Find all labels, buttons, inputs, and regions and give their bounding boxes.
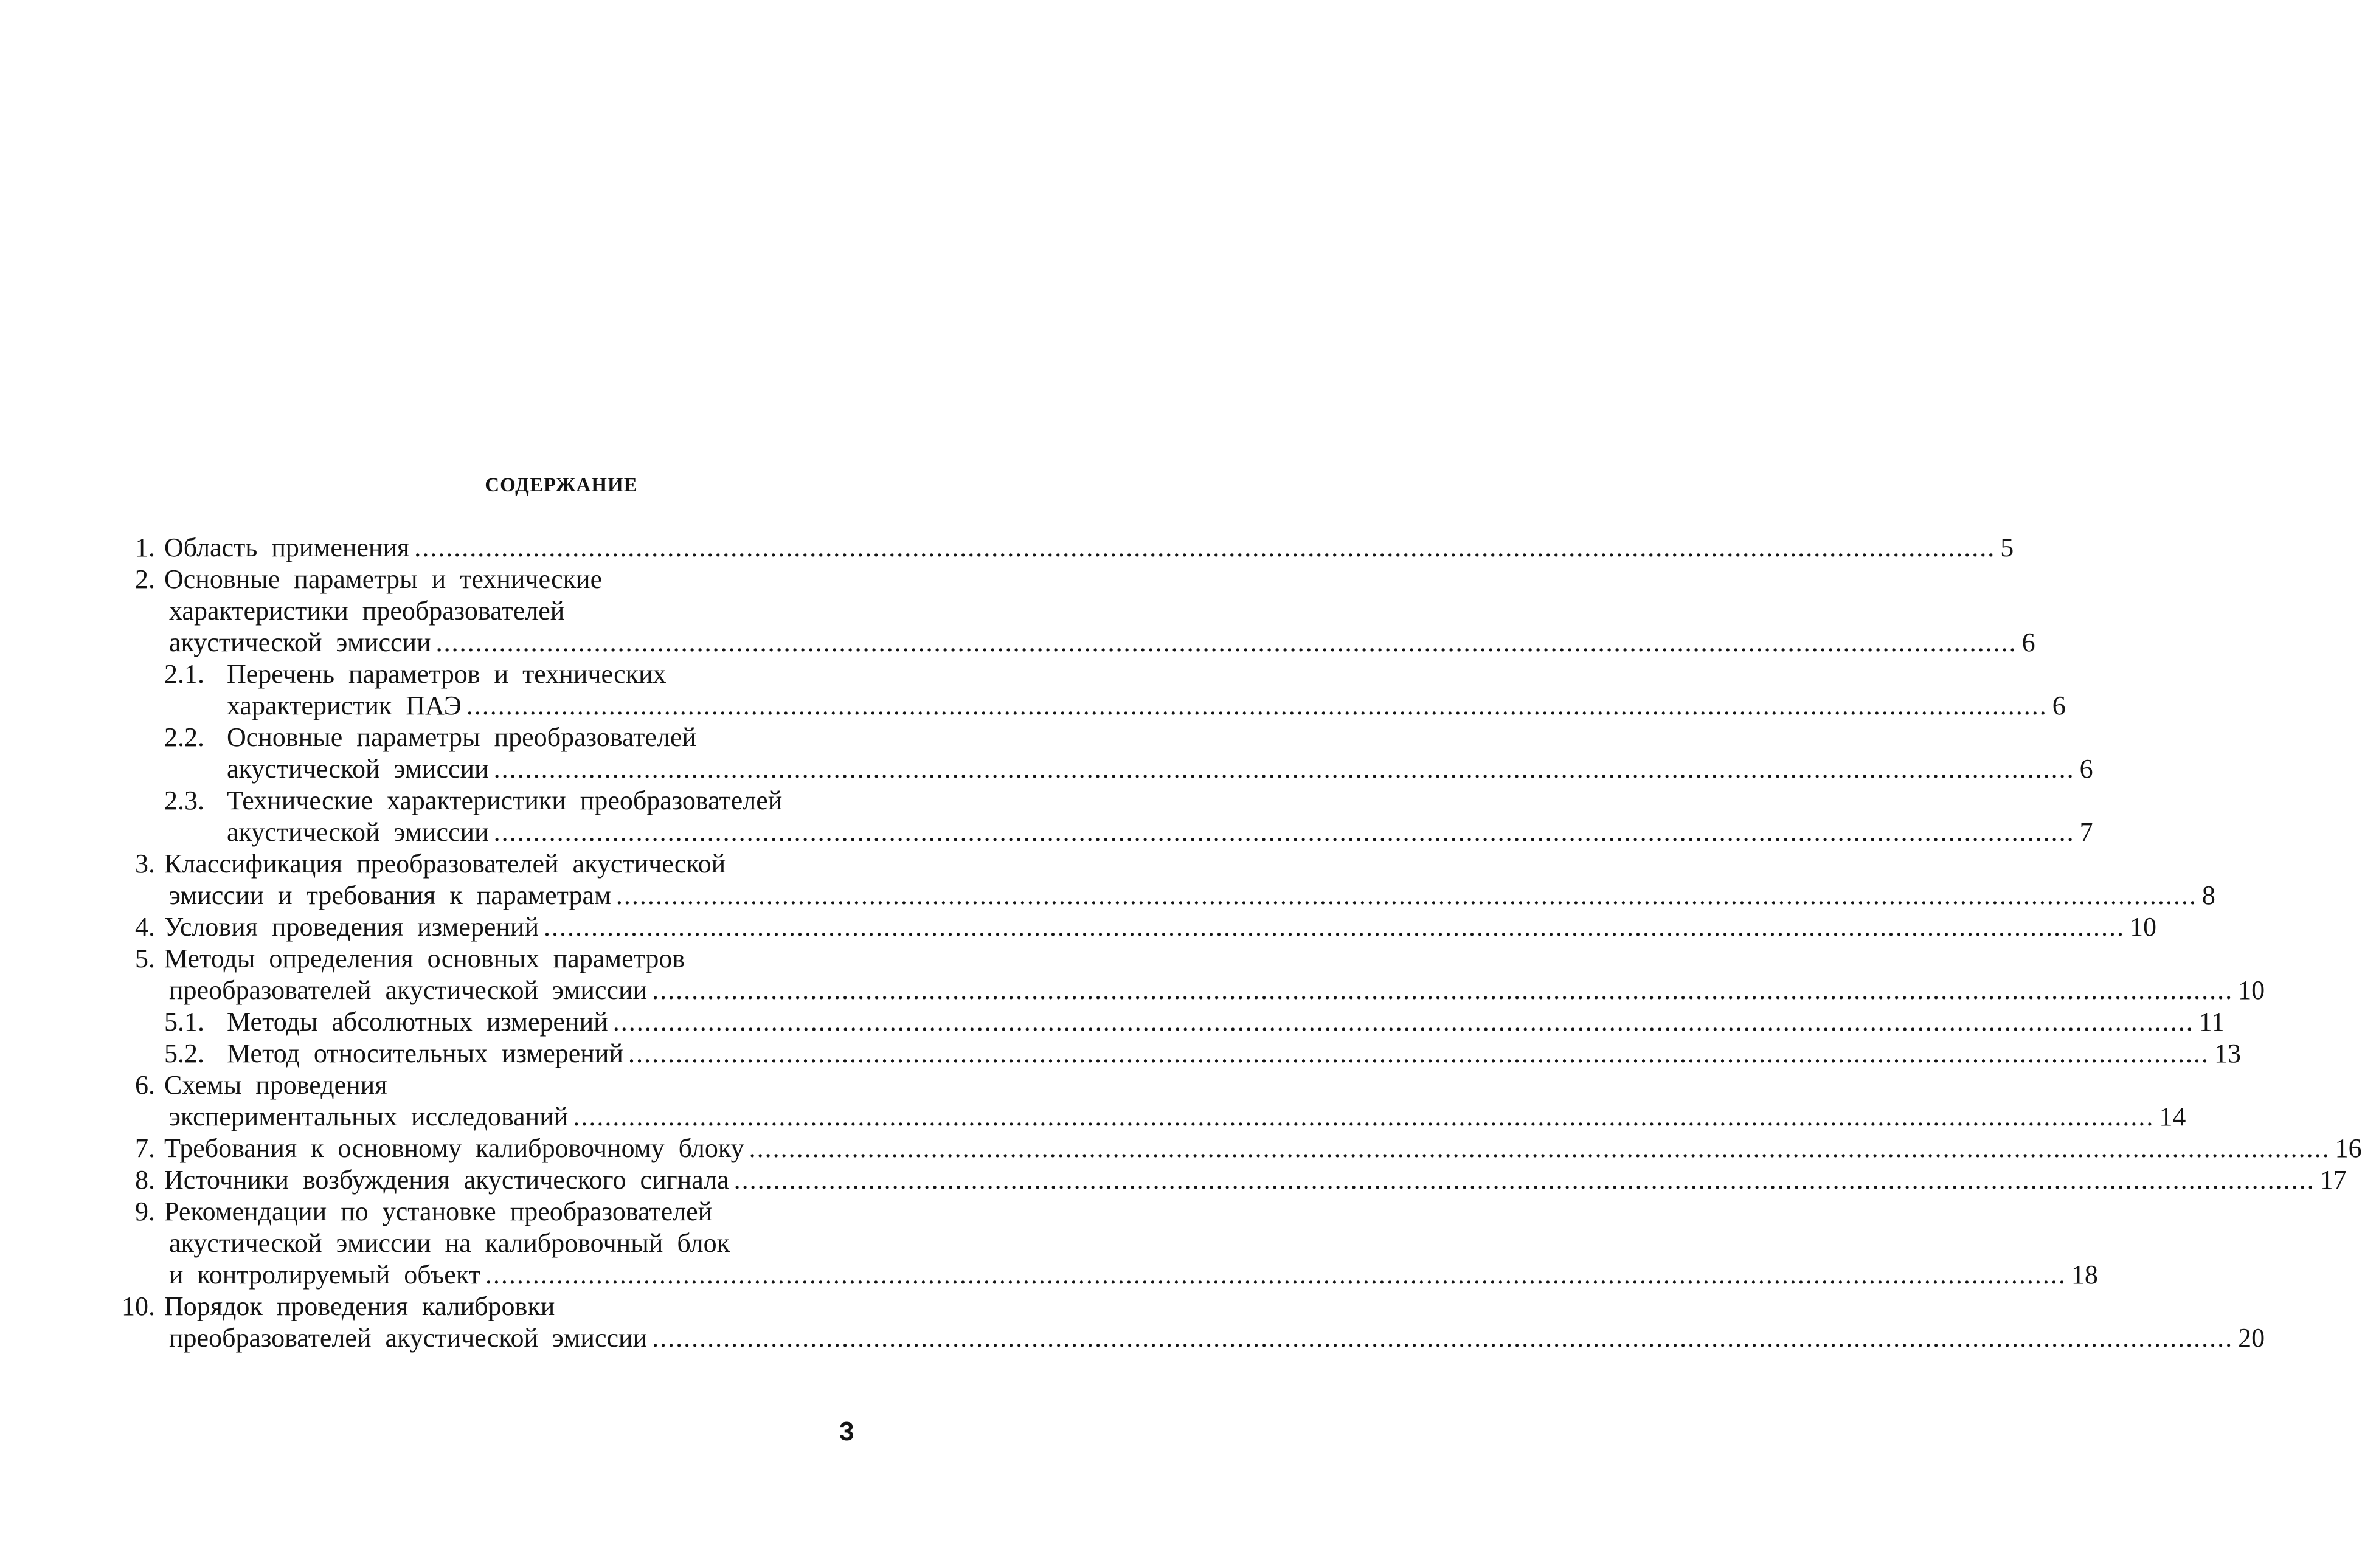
toc-entry-title: преобразователей акустической эмиссии	[169, 975, 648, 1005]
toc-entry-last-line	[164, 1164, 2347, 1196]
toc-page-number: 17	[2319, 1165, 2347, 1195]
toc-entry-number: 1.	[135, 533, 155, 562]
toc-entry-title: и контролируемый объект	[169, 1260, 480, 1290]
toc-page-number: 14	[2159, 1102, 2186, 1131]
toc-entry-number: 9.	[135, 1197, 155, 1226]
dot-leader: ........................................................................................................................................................................................................	[733, 1165, 2315, 1195]
toc-entry-last-line	[164, 532, 2014, 564]
toc-entry-number: 5.2.	[164, 1038, 204, 1068]
toc-entry-title: акустической эмиссии	[227, 754, 489, 784]
page-title: СОДЕРЖАНИЕ	[485, 474, 638, 496]
dot-leader: ........................................................................................................................................................................................................	[485, 1260, 2066, 1290]
toc-entry-number: 5.	[135, 944, 155, 973]
toc-entry-last-line	[169, 1259, 2098, 1291]
dot-leader: ........................................................................................................................................................................................................	[414, 533, 1996, 562]
toc-page-number: 18	[2071, 1260, 2098, 1290]
toc-page-number: 16	[2335, 1133, 2362, 1163]
toc-entry-last-line	[227, 1006, 2225, 1038]
toc-entry-last-line	[227, 753, 2093, 785]
toc-entry-title: Метод относительных измерений	[227, 1038, 623, 1068]
toc-page-number: 6	[2052, 691, 2066, 720]
toc-entry-last-line	[169, 627, 2035, 658]
toc-entry-number: 2.1.	[164, 659, 204, 689]
dot-leader: ........................................................................................................................................................................................................	[612, 1007, 2194, 1037]
toc-entry-title: экспериментальных исследований	[169, 1102, 569, 1131]
toc-entry-title: Методы абсолютных измерений	[227, 1007, 608, 1037]
toc-entry-number: 2.3.	[164, 786, 204, 815]
toc-entry-title: характеристик ПАЭ	[227, 691, 462, 720]
page-number: 3	[839, 1417, 854, 1446]
toc-entry-title: Перечень параметров и технических	[227, 659, 667, 689]
toc-entry-title: Технические характеристики преобразователей	[227, 786, 783, 815]
toc-entry-number: 8.	[135, 1165, 155, 1195]
toc-entry-number: 2.2.	[164, 722, 204, 752]
toc-entry-title: акустической эмиссии	[227, 817, 489, 847]
toc-entry-last-line	[169, 880, 2215, 911]
dot-leader: ........................................................................................................................................................................................................	[749, 1133, 2330, 1163]
toc-entry-number: 5.1.	[164, 1007, 204, 1037]
dot-leader: ........................................................................................................................................................................................................	[628, 1038, 2209, 1068]
toc-entry-title: характеристики преобразователей	[169, 596, 565, 626]
toc-page-number: 5	[2000, 533, 2014, 562]
toc-entry-title: Требования к основному калибровочному блоку	[164, 1133, 744, 1163]
dot-leader: ........................................................................................................................................................................................................	[615, 880, 2197, 910]
toc-page-number: 10	[2238, 975, 2265, 1005]
toc-entry-number: 7.	[135, 1133, 155, 1163]
toc-page-number: 11	[2198, 1007, 2225, 1037]
toc-entry-title: Рекомендации по установке преобразователей	[164, 1197, 713, 1226]
toc-entry-number: 10.	[122, 1291, 155, 1321]
toc-entry-title: Методы определения основных параметров	[164, 944, 685, 973]
toc-entry-title: эмиссии и требования к параметрам	[169, 880, 611, 910]
toc-page-number: 6	[2021, 627, 2035, 657]
dot-leader: ........................................................................................................................................................................................................	[544, 912, 2125, 942]
toc-entry-title: Порядок проведения калибровки	[164, 1291, 555, 1321]
toc-entry-title: акустической эмиссии на калибровочный блок	[169, 1228, 730, 1258]
toc-entry-title: Схемы проведения	[164, 1070, 387, 1100]
toc-entry-title: Классификация преобразователей акустической	[164, 849, 726, 879]
toc-entry-title: Область применения	[164, 533, 410, 562]
toc-entry-title: Основные параметры преобразователей	[227, 722, 697, 752]
toc-entry-last-line	[164, 1133, 2362, 1164]
toc-entry-title: акустической эмиссии	[169, 627, 431, 657]
toc-page-number: 8	[2201, 880, 2215, 910]
toc-entry-title: Условия проведения измерений	[164, 912, 539, 942]
toc-entry-last-line	[169, 1322, 2265, 1354]
toc-entry-last-line	[169, 975, 2265, 1006]
dot-leader: ........................................................................................................................................................................................................	[435, 627, 2017, 657]
toc-entry-title: Источники возбуждения акустического сигнала	[164, 1165, 729, 1195]
dot-leader: ........................................................................................................................................................................................................	[652, 975, 2234, 1005]
toc-entry-last-line	[227, 690, 2066, 722]
toc-entry-title: Основные параметры и технические	[164, 564, 603, 594]
toc-page-number: 13	[2214, 1038, 2241, 1068]
toc-page-number: 7	[2079, 817, 2093, 847]
dot-leader: ........................................................................................................................................................................................................	[652, 1323, 2234, 1353]
toc-entry-last-line	[227, 817, 2093, 848]
toc-entry-number: 3.	[135, 849, 155, 879]
toc-entry-last-line	[227, 1038, 2241, 1069]
toc-entry-number: 6.	[135, 1070, 155, 1100]
toc-page-number: 10	[2130, 912, 2157, 942]
toc-entry-number: 4.	[135, 912, 155, 942]
toc-entry-title: преобразователей акустической эмиссии	[169, 1323, 648, 1353]
dot-leader: ........................................................................................................................................................................................................	[493, 754, 2075, 784]
toc-entry-number: 2.	[135, 564, 155, 594]
toc-entry-last-line	[169, 1101, 2186, 1133]
toc-page-number: 20	[2238, 1323, 2265, 1353]
toc-entry-last-line	[164, 911, 2157, 943]
toc-page-number: 6	[2079, 754, 2093, 784]
dot-leader: ........................................................................................................................................................................................................	[493, 817, 2075, 847]
dot-leader: ........................................................................................................................................................................................................	[573, 1102, 2155, 1131]
dot-leader: ........................................................................................................................................................................................................	[466, 691, 2048, 720]
